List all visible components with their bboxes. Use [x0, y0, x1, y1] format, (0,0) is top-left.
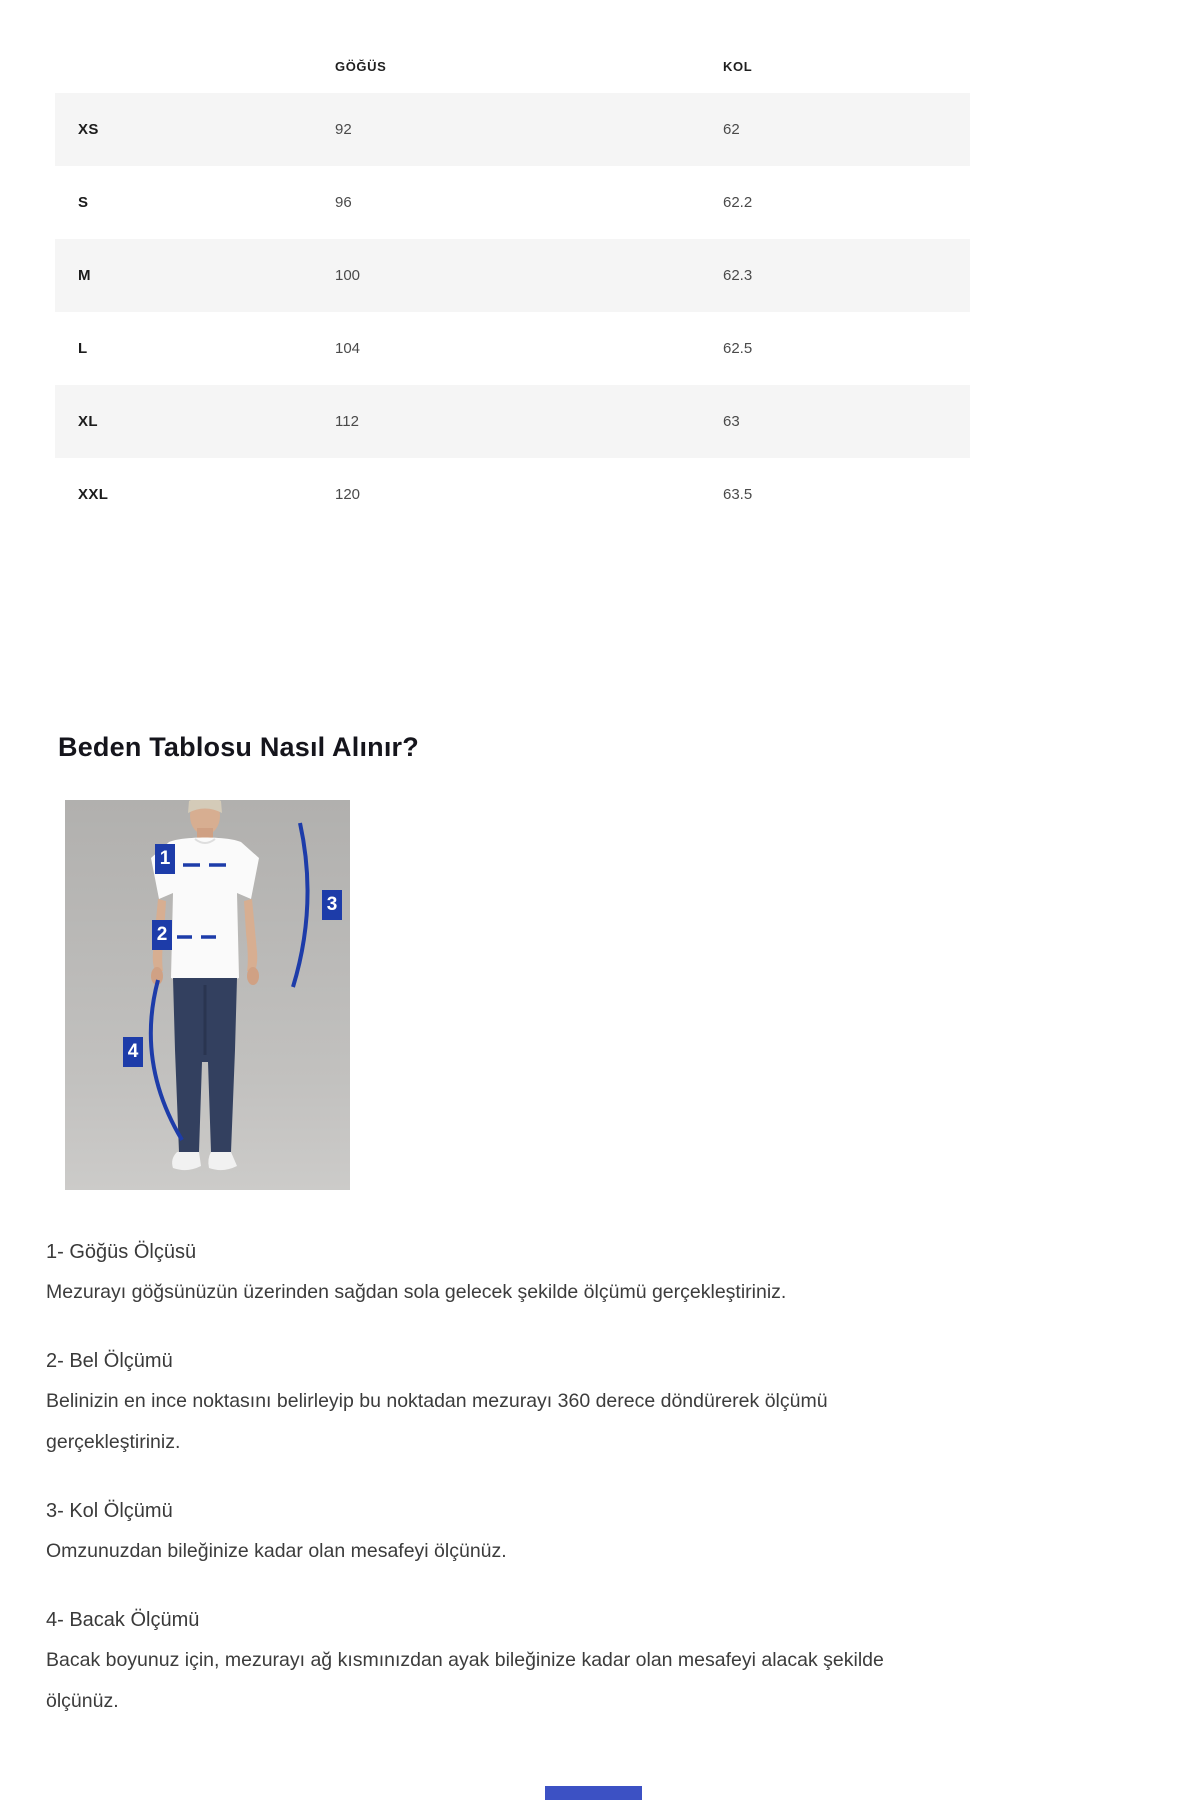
kol-cell: 63.5 [723, 486, 753, 503]
measure-section [46, 1232, 932, 1313]
measure-section-body: Bacak boyunuz için, mezurayı ağ kısmınızdan ayak bileğinize kadar olan mesafeyi alacak şekilde ölçünüz. [46, 1649, 884, 1712]
measure-section-body: Mezurayı göğsünüzün üzerinden sağdan sola gelecek şekilde ölçümü gerçekleştiriniz. [46, 1281, 787, 1303]
kol-cell: 62.2 [723, 194, 753, 211]
size-table-row [55, 458, 970, 531]
measure-section [46, 1341, 932, 1463]
measure-section-heading: 4- Bacak Ölçümü [46, 1609, 200, 1631]
size-table-header-row [55, 40, 970, 93]
measure-section-body: Omzunuzdan bileğinize kadar olan mesafeyi ölçünüz. [46, 1540, 507, 1562]
gogus-cell: 92 [335, 121, 352, 138]
size-cell: M [78, 267, 91, 284]
kol-cell: 62.5 [723, 340, 753, 357]
measure-section [46, 1600, 932, 1722]
size-cell: L [78, 340, 88, 357]
size-table-row [55, 239, 970, 312]
measure-section [46, 1491, 932, 1572]
gogus-cell: 100 [335, 267, 361, 284]
size-cell: XS [78, 121, 99, 138]
gogus-cell: 96 [335, 194, 352, 211]
measure-marker-2: 2 [152, 920, 172, 950]
size-cell: XL [78, 413, 98, 430]
measure-section-body: Belinizin en ince noktasını belirleyip bu noktadan mezurayı 360 derece döndürerek ölçümü gerçekleştiriniz. [46, 1390, 828, 1453]
measure-section-heading: 2- Bel Ölçümü [46, 1350, 173, 1372]
kol-cell: 63 [723, 413, 740, 430]
size-table-row [55, 166, 970, 239]
kol-cell: 62.3 [723, 267, 753, 284]
gogus-cell: 112 [335, 413, 359, 430]
model-illustration [65, 800, 350, 1190]
size-table-header-empty [55, 40, 335, 93]
measure-sections [46, 1232, 932, 1750]
bottom-scroll-indicator[interactable] [545, 1786, 642, 1800]
size-table-body [55, 93, 970, 531]
kol-cell: 62 [723, 121, 740, 138]
size-table-row [55, 312, 970, 385]
size-table-row [55, 93, 970, 166]
gogus-cell: 120 [335, 486, 361, 503]
size-table [55, 40, 970, 531]
measure-marker-4: 4 [123, 1037, 143, 1067]
size-cell: XXL [78, 486, 109, 503]
guide-title: Beden Tablosu Nasıl Alınır? [58, 732, 419, 762]
size-guide-image [65, 800, 350, 1190]
size-table-header-gogus: GÖĞÜS [335, 59, 387, 74]
measure-marker-1: 1 [155, 844, 175, 874]
measure-section-heading: 3- Kol Ölçümü [46, 1500, 173, 1522]
size-table-row [55, 385, 970, 458]
measure-section-heading: 1- Göğüs Ölçüsü [46, 1241, 197, 1263]
measure-marker-3: 3 [322, 890, 342, 920]
size-table-header-kol: KOL [723, 59, 753, 74]
gogus-cell: 104 [335, 340, 361, 357]
size-cell: S [78, 194, 89, 211]
